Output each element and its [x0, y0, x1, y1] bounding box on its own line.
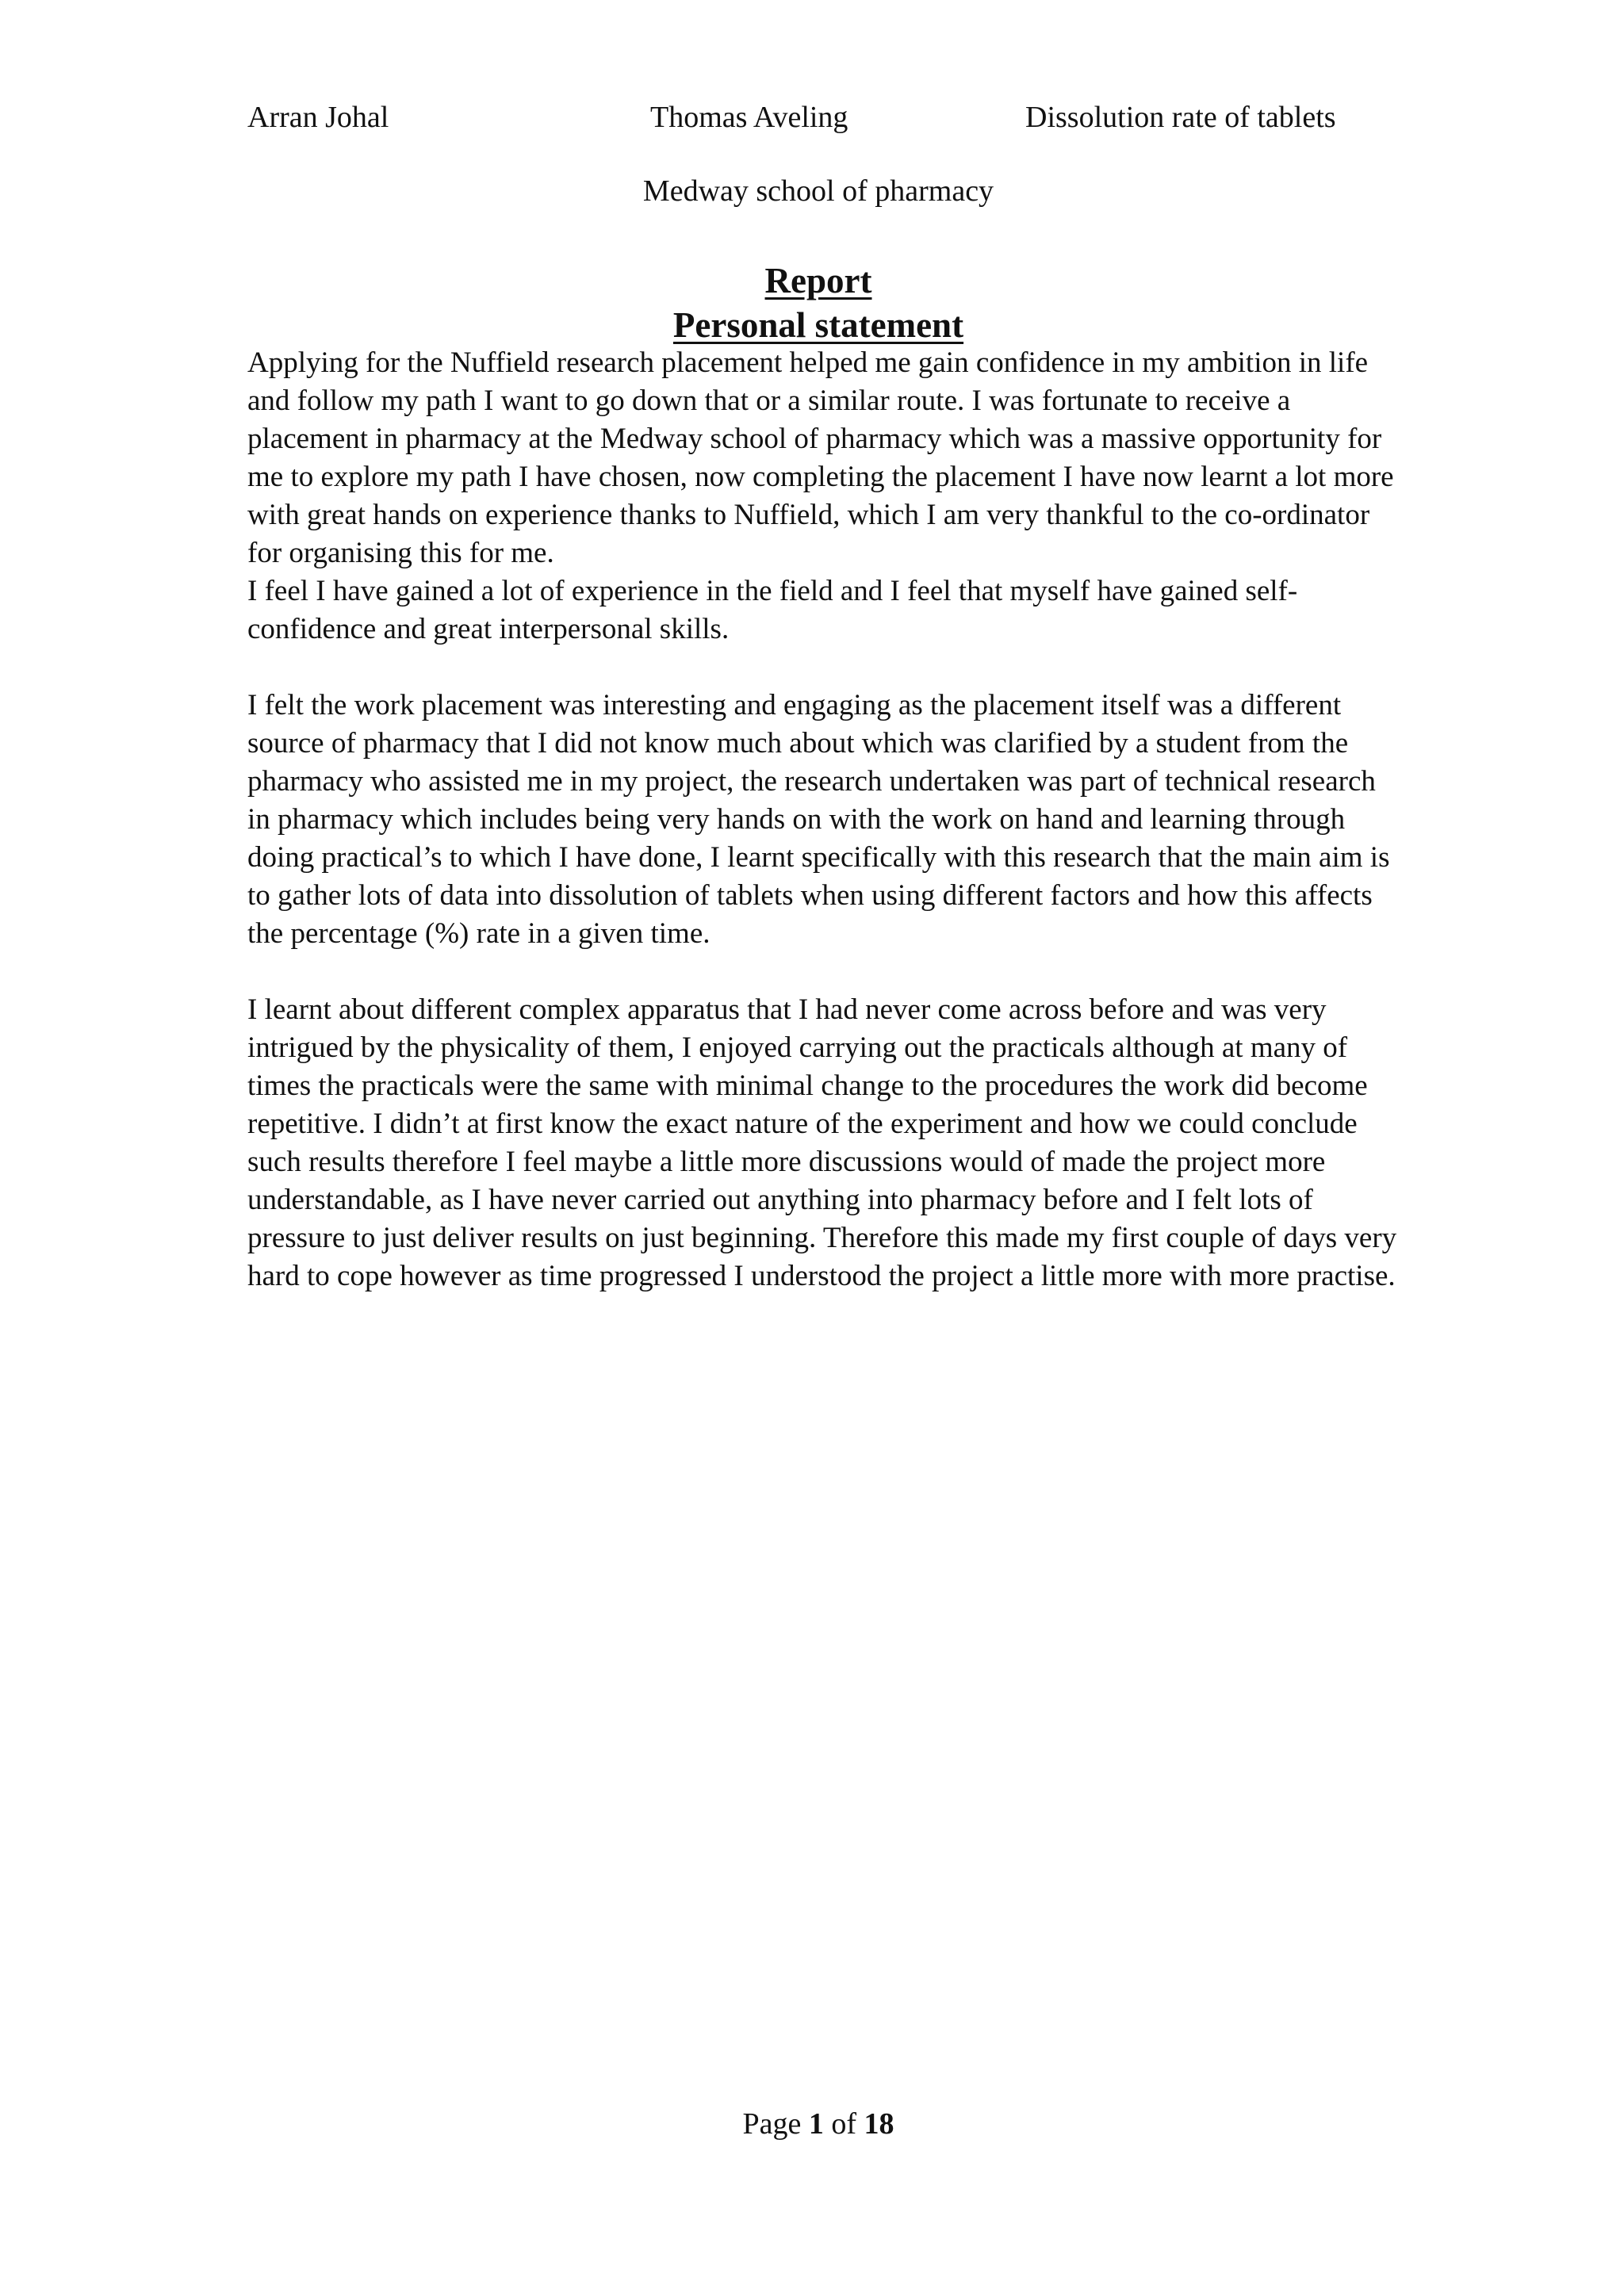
paragraph-3: I felt the work placement was interesting and engaging as the placement itself was a different source of pharmacy that I did not know much about which was clarified by a student from the pharmacy who assisted me in my project, the research undertaken was part of technical research in pharmacy which includes being very hands on with the work on hand and learning through doing practical’s to which I have done, I learnt specifically with this research that the main aim is to gather lots of data into dissolution of tablets when using different factors and how this affects the percentage (%) rate in a given time.	[247, 689, 1390, 950]
header-author: Arran Johal	[247, 101, 389, 134]
paragraph-1: Applying for the Nuffield research placement helped me gain confidence in my ambition in life and follow my path I want to go down that or a similar route. I was fortunate to receive a placement in pharmacy at the Medway school of pharmacy which was a massive opportunity for me to explore my path I have chosen, now completing the placement I have now learnt a lot more with great hands on experience thanks to Nuffield, which I am very thankful to the co-ordinator for organising this for me.	[247, 346, 1394, 569]
report-title: Report	[764, 261, 872, 300]
header-topic: Dissolution rate of tablets	[1025, 101, 1336, 134]
statement-body	[247, 344, 1405, 1295]
page-footer	[0, 2103, 1624, 2145]
running-header	[247, 94, 1389, 141]
paragraph-2: I feel I have gained a lot of experience in the field and I feel that myself have gained self-confidence and great interpersonal skills.	[247, 575, 1298, 645]
page-label: Page	[742, 2107, 802, 2141]
total-pages: 18	[864, 2107, 894, 2141]
institution-name: Medway school of pharmacy	[642, 174, 994, 208]
paragraph-spacer	[247, 953, 1405, 991]
section-title: Personal statement	[672, 305, 964, 345]
title-block	[0, 258, 1624, 347]
of-label: of	[831, 2107, 857, 2141]
header-supervisor: Thomas Aveling	[650, 101, 848, 134]
page-number: 1	[808, 2107, 824, 2141]
paragraph-4: I learnt about different complex apparatus that I had never come across before and was very intrigued by the physicality of them, I enjoyed carrying out the practicals although at many of times the practicals were the same with minimal change to the procedures the work did become repetitive. I didn’t at first know the exact nature of the experiment and how we could conclude such results therefore I feel maybe a little more discussions would of made the project more understandable, as I have never carried out anything into pharmacy before and I felt lots of pressure to just deliver results on just beginning. Therefore this made my first couple of days very hard to cope however as time progressed I understood the project a little more with more practise.	[247, 993, 1397, 1292]
paragraph-spacer	[247, 649, 1405, 687]
